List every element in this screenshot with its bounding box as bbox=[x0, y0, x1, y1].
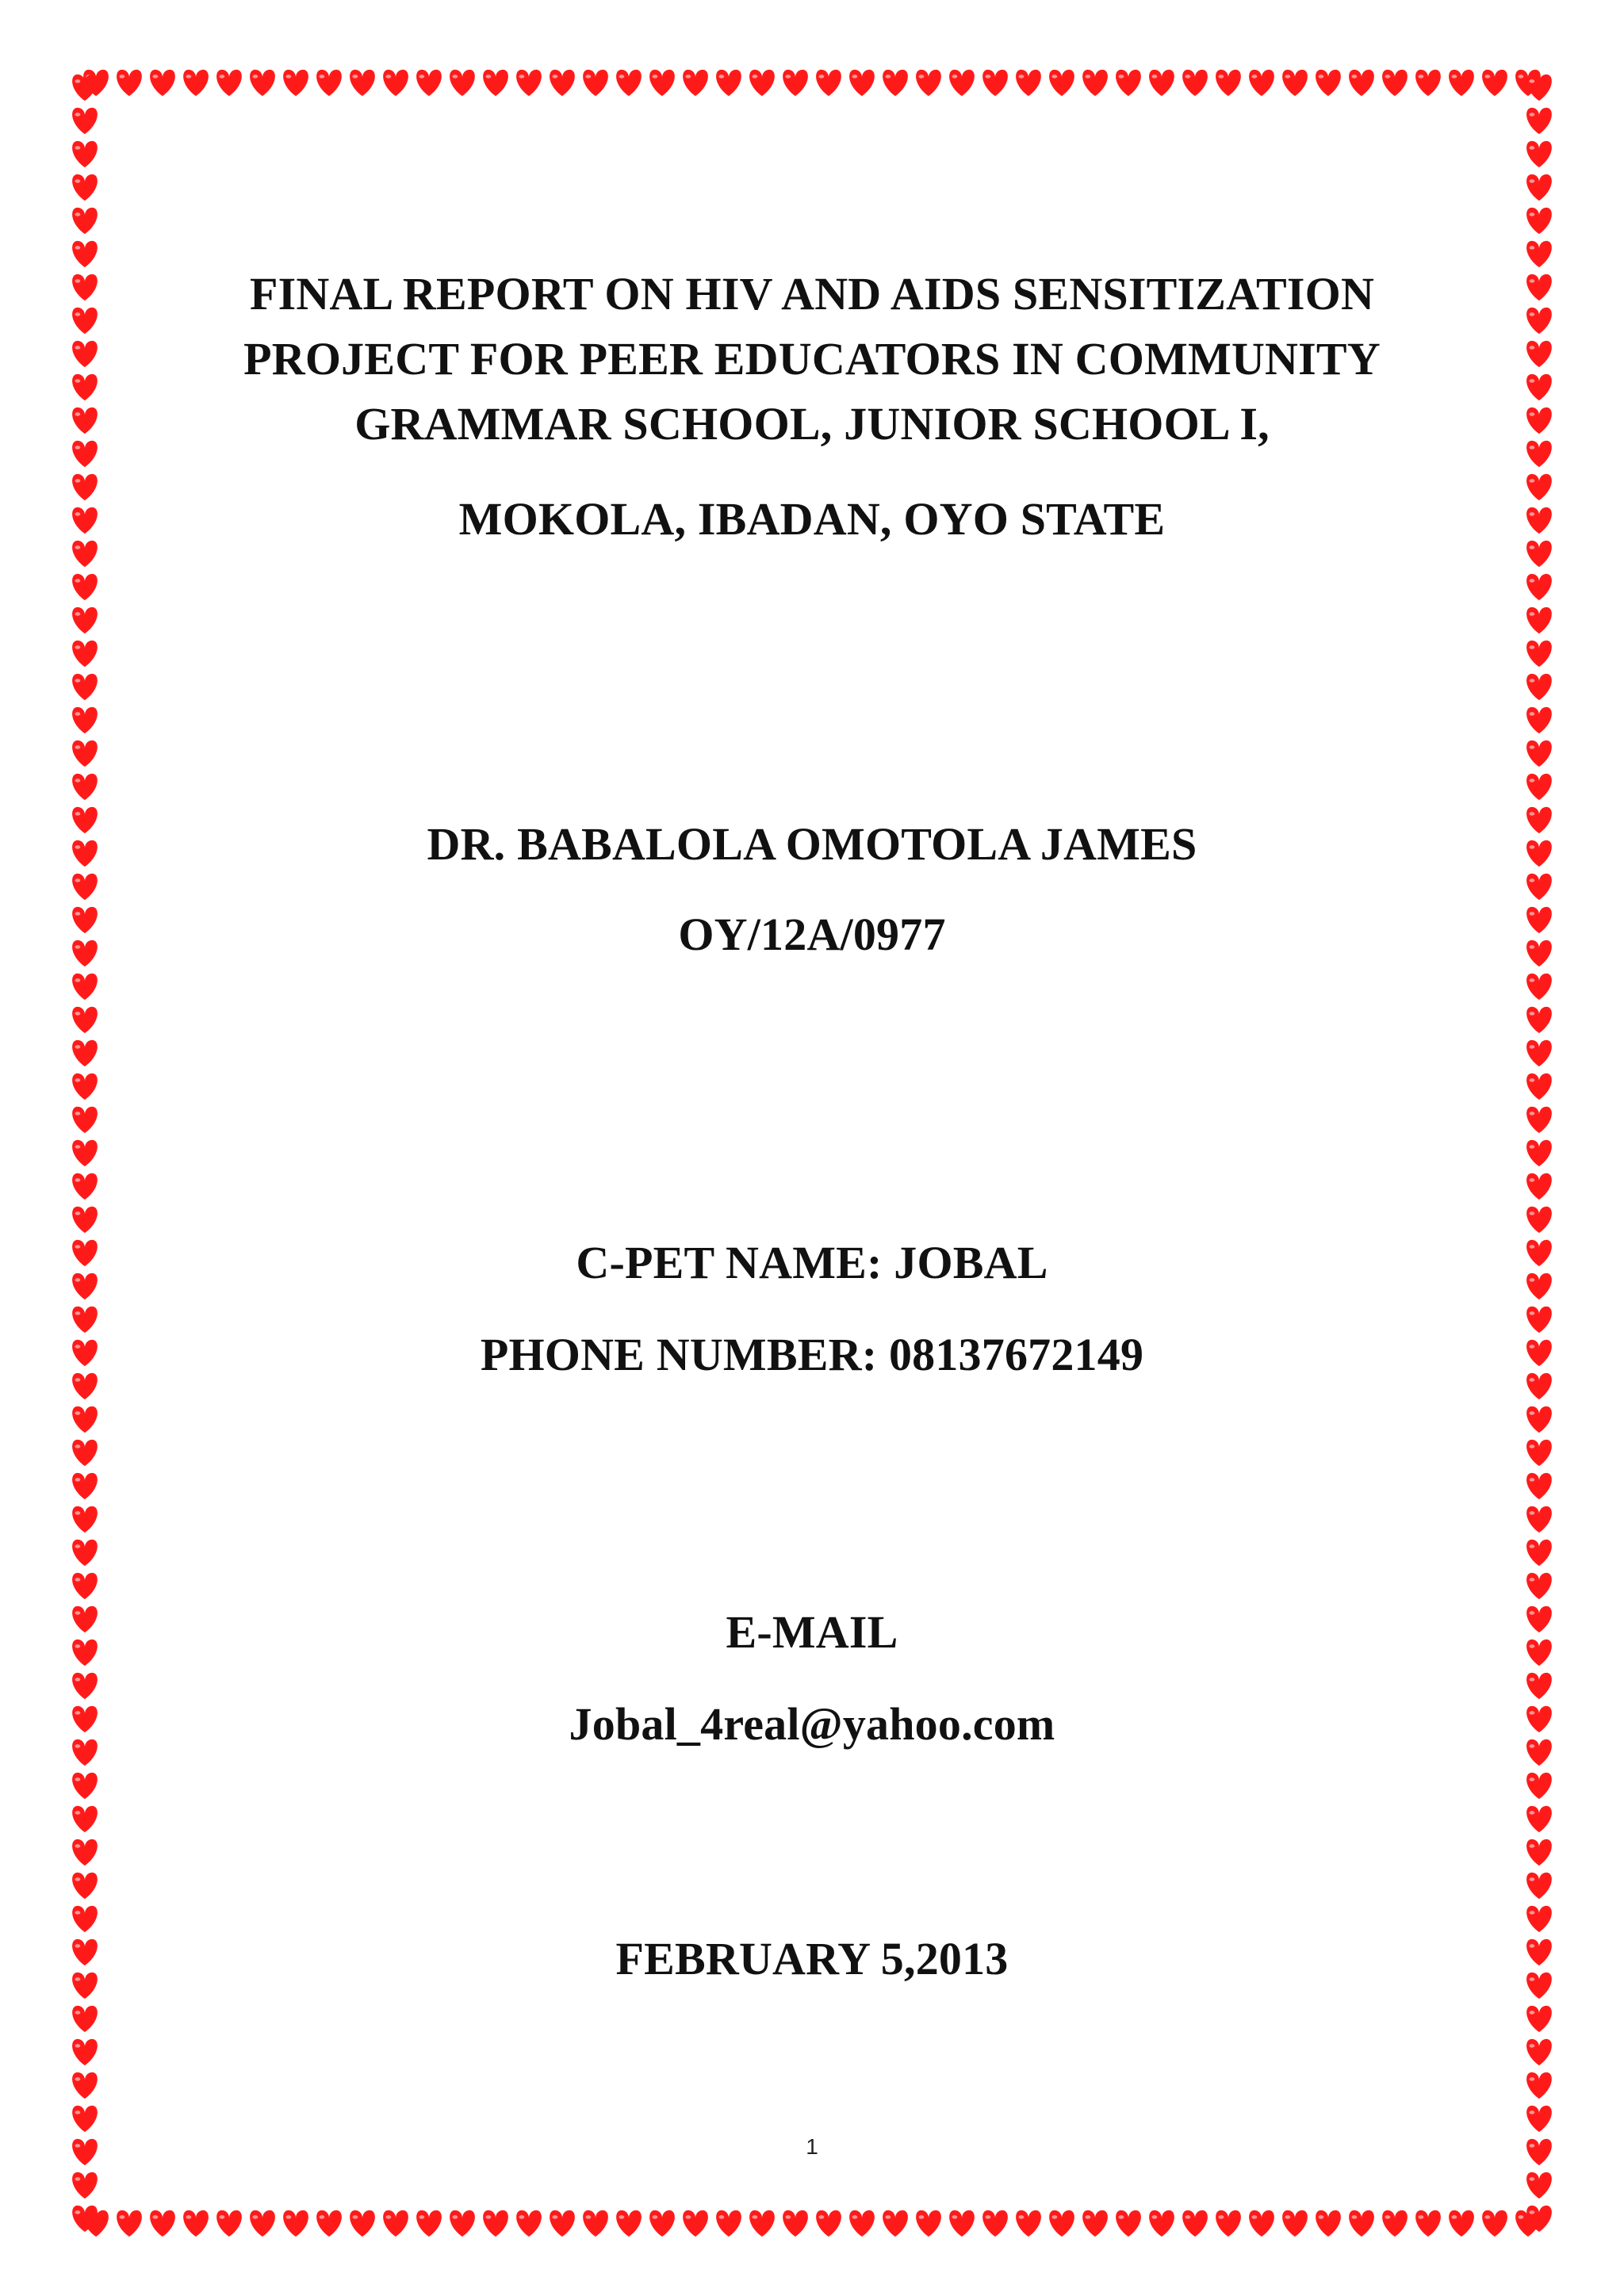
heart-row bbox=[1521, 65, 1557, 2242]
heart-icon bbox=[72, 1173, 98, 1200]
heart-icon bbox=[516, 70, 542, 96]
heart-icon bbox=[849, 2210, 875, 2237]
heart-icon bbox=[1526, 1473, 1552, 1499]
heart-icon bbox=[982, 70, 1008, 96]
phone-number: PHONE NUMBER: 08137672149 bbox=[480, 1329, 1144, 1380]
heart-icon bbox=[72, 1240, 98, 1266]
heart-icon bbox=[72, 1939, 98, 1965]
heart-border-right bbox=[1521, 65, 1557, 2242]
heart-icon bbox=[383, 70, 408, 96]
heart-icon bbox=[1526, 740, 1552, 767]
pet-name: C-PET NAME: JOBAL bbox=[576, 1237, 1048, 1288]
heart-icon bbox=[1526, 674, 1552, 700]
heart-row bbox=[67, 65, 1557, 101]
heart-icon bbox=[72, 75, 98, 101]
heart-icon bbox=[1526, 1906, 1552, 1932]
heart-icon bbox=[72, 1540, 98, 1566]
heart-icon bbox=[783, 2210, 808, 2237]
heart-border-top bbox=[67, 65, 1557, 101]
heart-icon bbox=[72, 341, 98, 367]
heart-icon bbox=[1349, 2210, 1374, 2237]
heart-icon bbox=[72, 108, 98, 134]
heart-icon bbox=[1526, 2106, 1552, 2132]
heart-icon bbox=[72, 1506, 98, 1533]
heart-icon bbox=[1526, 75, 1552, 101]
heart-icon bbox=[783, 70, 808, 96]
heart-icon bbox=[1449, 70, 1474, 96]
heart-icon bbox=[1526, 1040, 1552, 1066]
heart-icon bbox=[72, 2072, 98, 2099]
heart-icon bbox=[1526, 274, 1552, 300]
heart-icon bbox=[483, 2210, 508, 2237]
heart-icon bbox=[1526, 208, 1552, 234]
heart-icon bbox=[1526, 1406, 1552, 1433]
heart-icon bbox=[1526, 1939, 1552, 1965]
heart-icon bbox=[816, 70, 841, 96]
heart-icon bbox=[1526, 1307, 1552, 1333]
heart-icon bbox=[1526, 2072, 1552, 2099]
heart-icon bbox=[72, 374, 98, 400]
heart-icon bbox=[1526, 441, 1552, 467]
heart-icon bbox=[72, 308, 98, 334]
heart-icon bbox=[716, 70, 741, 96]
heart-icon bbox=[550, 70, 575, 96]
heart-icon bbox=[72, 1573, 98, 1599]
heart-icon bbox=[250, 2210, 275, 2237]
heart-icon bbox=[1449, 2210, 1474, 2237]
heart-icon bbox=[1415, 2210, 1441, 2237]
heart-icon bbox=[1049, 2210, 1074, 2237]
heart-icon bbox=[1526, 1140, 1552, 1166]
heart-icon bbox=[72, 1606, 98, 1632]
heart-icon bbox=[516, 2210, 542, 2237]
heart-icon bbox=[483, 70, 508, 96]
heart-icon bbox=[1526, 1540, 1552, 1566]
heart-icon bbox=[1526, 1606, 1552, 1632]
heart-icon bbox=[1526, 1673, 1552, 1699]
heart-icon bbox=[1526, 974, 1552, 1000]
heart-row bbox=[67, 65, 103, 2242]
heart-icon bbox=[216, 70, 242, 96]
heart-icon bbox=[72, 1040, 98, 1066]
heart-icon bbox=[649, 70, 675, 96]
heart-icon bbox=[72, 1307, 98, 1333]
heart-icon bbox=[1526, 241, 1552, 267]
heart-icon bbox=[72, 2006, 98, 2032]
heart-icon bbox=[72, 874, 98, 900]
heart-icon bbox=[1526, 1773, 1552, 1799]
heart-icon bbox=[1526, 541, 1552, 567]
heart-icon bbox=[683, 70, 708, 96]
heart-icon bbox=[849, 70, 875, 96]
heart-icon bbox=[283, 2210, 308, 2237]
heart-icon bbox=[1182, 2210, 1208, 2237]
heart-icon bbox=[72, 641, 98, 667]
heart-icon bbox=[1526, 1007, 1552, 1033]
heart-icon bbox=[72, 1473, 98, 1499]
heart-icon bbox=[450, 70, 475, 96]
heart-icon bbox=[183, 70, 209, 96]
heart-icon bbox=[683, 2210, 708, 2237]
heart-icon bbox=[1482, 2210, 1507, 2237]
heart-icon bbox=[1526, 1839, 1552, 1866]
heart-icon bbox=[1526, 1073, 1552, 1100]
heart-icon bbox=[1526, 507, 1552, 534]
heart-icon bbox=[72, 141, 98, 167]
heart-icon bbox=[1526, 1739, 1552, 1766]
heart-icon bbox=[649, 2210, 675, 2237]
heart-icon bbox=[72, 1406, 98, 1433]
heart-icon bbox=[1526, 1340, 1552, 1366]
heart-icon bbox=[72, 1706, 98, 1732]
heart-icon bbox=[72, 1906, 98, 1932]
heart-icon bbox=[117, 2210, 142, 2237]
heart-icon bbox=[1415, 70, 1441, 96]
author-name: DR. BABALOLA OMOTOLA JAMES bbox=[427, 818, 1197, 870]
heart-icon bbox=[72, 1806, 98, 1832]
heart-icon bbox=[716, 2210, 741, 2237]
heart-icon bbox=[250, 70, 275, 96]
heart-icon bbox=[72, 208, 98, 234]
heart-icon bbox=[749, 70, 775, 96]
heart-icon bbox=[1526, 1873, 1552, 1899]
heart-icon bbox=[1526, 1640, 1552, 1666]
heart-icon bbox=[72, 1873, 98, 1899]
heart-icon bbox=[1526, 1806, 1552, 1832]
heart-icon bbox=[72, 940, 98, 966]
heart-icon bbox=[1526, 308, 1552, 334]
heart-icon bbox=[72, 707, 98, 733]
heart-icon bbox=[72, 1673, 98, 1699]
heart-icon bbox=[316, 70, 342, 96]
heart-icon bbox=[72, 507, 98, 534]
heart-icon bbox=[216, 2210, 242, 2237]
heart-icon bbox=[1526, 574, 1552, 600]
heart-icon bbox=[150, 70, 175, 96]
heart-icon bbox=[1149, 2210, 1174, 2237]
heart-icon bbox=[1082, 2210, 1108, 2237]
heart-icon bbox=[1526, 1506, 1552, 1533]
heart-icon bbox=[1526, 1273, 1552, 1299]
heart-icon bbox=[1526, 141, 1552, 167]
heart-icon bbox=[72, 241, 98, 267]
heart-icon bbox=[1526, 408, 1552, 434]
heart-icon bbox=[550, 2210, 575, 2237]
heart-icon bbox=[1526, 707, 1552, 733]
heart-icon bbox=[72, 1839, 98, 1866]
heart-icon bbox=[416, 70, 442, 96]
heart-icon bbox=[1526, 807, 1552, 833]
heart-border-left bbox=[67, 65, 103, 2242]
heart-icon bbox=[72, 541, 98, 567]
heart-icon bbox=[1282, 70, 1308, 96]
heart-icon bbox=[72, 2139, 98, 2165]
heart-icon bbox=[72, 174, 98, 201]
heart-icon bbox=[1216, 2210, 1241, 2237]
heart-row bbox=[67, 2206, 1557, 2242]
heart-icon bbox=[72, 774, 98, 800]
heart-icon bbox=[583, 2210, 608, 2237]
heart-icon bbox=[283, 70, 308, 96]
heart-icon bbox=[150, 2210, 175, 2237]
heart-icon bbox=[1526, 1173, 1552, 1200]
heart-icon bbox=[72, 274, 98, 300]
heart-icon bbox=[1382, 2210, 1408, 2237]
heart-icon bbox=[1526, 2206, 1552, 2232]
heart-icon bbox=[1526, 474, 1552, 500]
heart-icon bbox=[1526, 1240, 1552, 1266]
heart-icon bbox=[1249, 70, 1274, 96]
heart-icon bbox=[1526, 940, 1552, 966]
heart-icon bbox=[72, 408, 98, 434]
heart-icon bbox=[949, 70, 975, 96]
heart-icon bbox=[1149, 70, 1174, 96]
heart-icon bbox=[949, 2210, 975, 2237]
heart-icon bbox=[1526, 840, 1552, 867]
heart-icon bbox=[72, 441, 98, 467]
heart-icon bbox=[1116, 2210, 1141, 2237]
heart-icon bbox=[1382, 70, 1408, 96]
heart-icon bbox=[72, 607, 98, 633]
heart-icon bbox=[72, 2039, 98, 2065]
heart-icon bbox=[72, 1140, 98, 1166]
registration-number: OY/12A/0977 bbox=[678, 909, 946, 960]
heart-icon bbox=[72, 740, 98, 767]
heart-icon bbox=[1526, 374, 1552, 400]
heart-icon bbox=[72, 974, 98, 1000]
heart-icon bbox=[72, 1739, 98, 1766]
heart-icon bbox=[316, 2210, 342, 2237]
heart-icon bbox=[883, 2210, 908, 2237]
heart-icon bbox=[1526, 108, 1552, 134]
heart-icon bbox=[1526, 174, 1552, 201]
heart-icon bbox=[816, 2210, 841, 2237]
report-date: FEBRUARY 5,2013 bbox=[615, 1933, 1009, 1984]
heart-icon bbox=[1526, 641, 1552, 667]
heart-icon bbox=[1349, 70, 1374, 96]
heart-icon bbox=[117, 70, 142, 96]
heart-icon bbox=[1016, 2210, 1041, 2237]
heart-icon bbox=[416, 2210, 442, 2237]
heart-icon bbox=[1526, 2172, 1552, 2198]
heart-icon bbox=[1526, 2039, 1552, 2065]
heart-icon bbox=[72, 2106, 98, 2132]
heart-icon bbox=[1526, 1573, 1552, 1599]
heart-icon bbox=[749, 2210, 775, 2237]
heart-icon bbox=[72, 1107, 98, 1133]
report-title bbox=[111, 262, 1513, 457]
email-address: Jobal_4real@yahoo.com bbox=[569, 1698, 1055, 1750]
heart-icon bbox=[72, 574, 98, 600]
heart-icon bbox=[72, 1340, 98, 1366]
heart-icon bbox=[72, 807, 98, 833]
heart-icon bbox=[1116, 70, 1141, 96]
heart-icon bbox=[1049, 70, 1074, 96]
heart-icon bbox=[1016, 70, 1041, 96]
heart-icon bbox=[1526, 607, 1552, 633]
heart-icon bbox=[72, 1373, 98, 1399]
heart-icon bbox=[1526, 2006, 1552, 2032]
heart-icon bbox=[982, 2210, 1008, 2237]
heart-icon bbox=[1526, 1107, 1552, 1133]
heart-icon bbox=[72, 2172, 98, 2198]
heart-icon bbox=[1526, 1973, 1552, 1999]
heart-icon bbox=[1526, 2139, 1552, 2165]
title-line-1: FINAL REPORT ON HIV AND AIDS SENSITIZATION bbox=[249, 268, 1375, 320]
heart-icon bbox=[72, 1273, 98, 1299]
heart-icon bbox=[1526, 774, 1552, 800]
heart-border-bottom bbox=[67, 2206, 1557, 2242]
heart-icon bbox=[72, 2206, 98, 2232]
heart-icon bbox=[72, 1773, 98, 1799]
heart-icon bbox=[1216, 70, 1241, 96]
heart-icon bbox=[1526, 907, 1552, 933]
heart-icon bbox=[1282, 2210, 1308, 2237]
heart-icon bbox=[72, 1973, 98, 1999]
heart-icon bbox=[1526, 874, 1552, 900]
heart-icon bbox=[72, 1440, 98, 1466]
heart-icon bbox=[350, 2210, 375, 2237]
heart-icon bbox=[1182, 70, 1208, 96]
heart-icon bbox=[1526, 1440, 1552, 1466]
heart-icon bbox=[1249, 2210, 1274, 2237]
heart-icon bbox=[72, 1073, 98, 1100]
heart-icon bbox=[72, 474, 98, 500]
heart-icon bbox=[72, 907, 98, 933]
heart-icon bbox=[1082, 70, 1108, 96]
title-location: MOKOLA, IBADAN, OYO STATE bbox=[458, 493, 1166, 545]
heart-icon bbox=[616, 2210, 642, 2237]
heart-icon bbox=[1482, 70, 1507, 96]
heart-icon bbox=[1526, 1373, 1552, 1399]
heart-icon bbox=[883, 70, 908, 96]
heart-icon bbox=[383, 2210, 408, 2237]
title-line-3: GRAMMAR SCHOOL, JUNIOR SCHOOL I, bbox=[354, 398, 1270, 450]
heart-icon bbox=[1526, 1207, 1552, 1233]
heart-icon bbox=[616, 70, 642, 96]
heart-icon bbox=[72, 1207, 98, 1233]
heart-icon bbox=[1526, 341, 1552, 367]
heart-icon bbox=[916, 2210, 941, 2237]
heart-icon bbox=[916, 70, 941, 96]
heart-icon bbox=[350, 70, 375, 96]
heart-icon bbox=[450, 2210, 475, 2237]
heart-icon bbox=[583, 70, 608, 96]
page-number: 1 bbox=[806, 2134, 818, 2159]
heart-icon bbox=[1526, 1706, 1552, 1732]
heart-icon bbox=[72, 1007, 98, 1033]
heart-icon bbox=[183, 2210, 209, 2237]
heart-icon bbox=[1316, 2210, 1341, 2237]
heart-icon bbox=[1316, 70, 1341, 96]
heart-icon bbox=[72, 1640, 98, 1666]
title-line-2: PROJECT FOR PEER EDUCATORS IN COMMUNITY bbox=[243, 333, 1381, 385]
heart-icon bbox=[72, 840, 98, 867]
heart-icon bbox=[72, 674, 98, 700]
email-label: E-MAIL bbox=[726, 1606, 898, 1658]
